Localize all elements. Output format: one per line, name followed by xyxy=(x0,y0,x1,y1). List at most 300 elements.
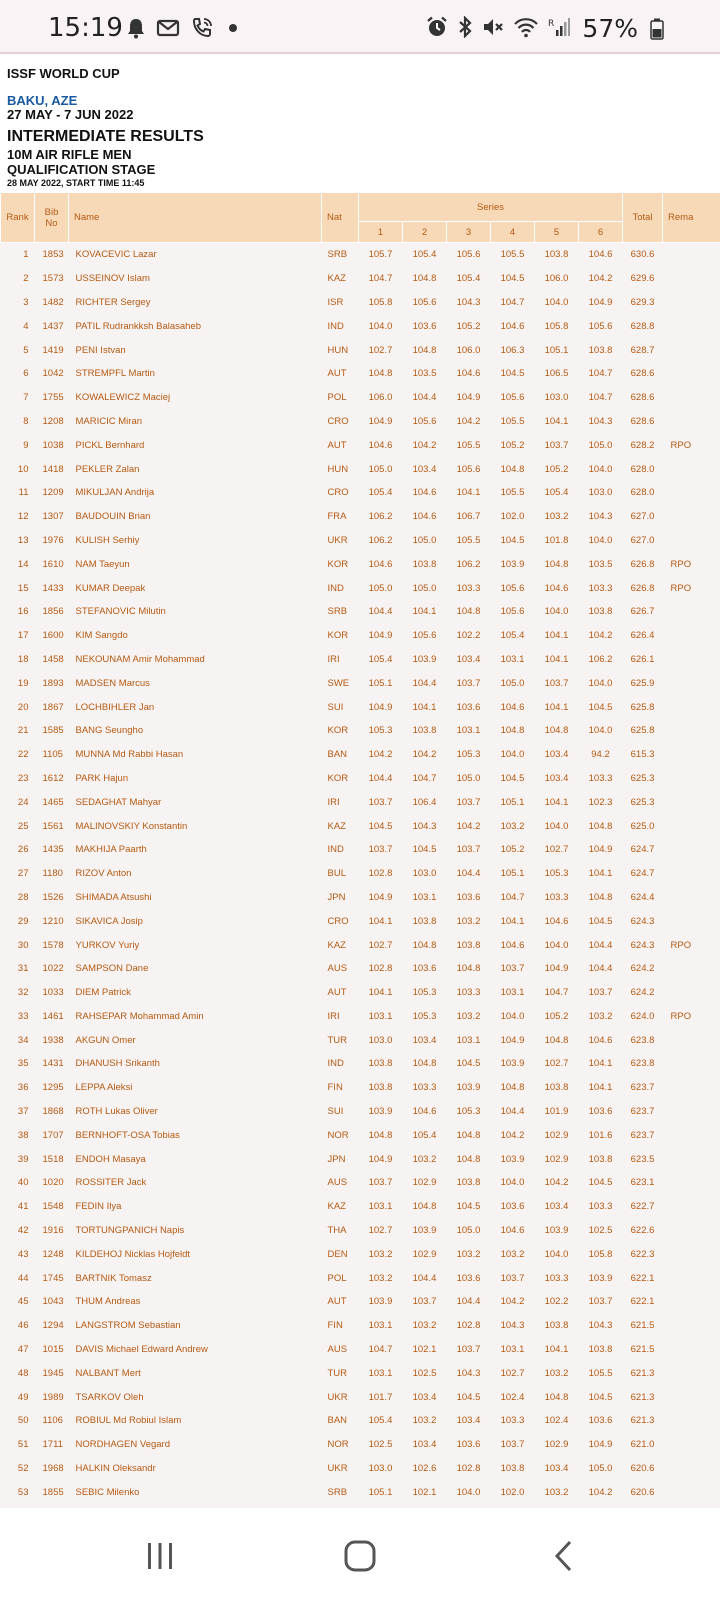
battery-percentage: 57% xyxy=(582,14,638,43)
col-header-bib: Bib No xyxy=(35,193,69,243)
series-4-cell: 105.6 xyxy=(500,392,525,404)
series-1-cell: 106.0 xyxy=(368,392,393,404)
bib-cell: 1755 xyxy=(42,392,64,404)
bib-cell: 1180 xyxy=(42,868,63,880)
table-row xyxy=(1,576,720,600)
series-1-cell: 103.9 xyxy=(368,1296,393,1308)
series-1-cell: 104.5 xyxy=(368,820,393,832)
table-row xyxy=(1,314,720,338)
series-2-cell: 103.8 xyxy=(412,558,437,570)
table-row xyxy=(1,1409,720,1433)
total-cell: 621.0 xyxy=(630,1439,655,1451)
rank-cell: 39 xyxy=(17,1153,29,1165)
bib-cell: 1561 xyxy=(42,820,64,832)
name-cell: NORDHAGEN Vegard xyxy=(75,1439,171,1451)
remarks-cell xyxy=(663,1338,720,1362)
name-cell: DIEM Patrick xyxy=(75,987,131,999)
series-1-cell: 102.7 xyxy=(368,1225,393,1237)
series-5-cell: 103.3 xyxy=(544,891,569,903)
series-6-cell: 103.8 xyxy=(588,1153,613,1165)
remarks-cell xyxy=(663,1385,720,1409)
bib-cell: 1033 xyxy=(42,987,64,999)
nat-cell: BAN xyxy=(327,749,348,761)
series-5-cell: 105.2 xyxy=(544,463,569,475)
table-row xyxy=(1,267,720,291)
total-cell: 626.8 xyxy=(630,582,655,594)
total-cell: 624.0 xyxy=(630,1010,655,1022)
table-row xyxy=(1,671,720,695)
table-row xyxy=(1,624,720,648)
bell-icon xyxy=(126,17,146,39)
rank-cell: 4 xyxy=(23,320,29,332)
total-cell: 621.3 xyxy=(630,1367,655,1379)
total-cell: 615.3 xyxy=(630,749,655,761)
name-cell: ROSSITER Jack xyxy=(75,1177,147,1189)
series-3-cell: 104.8 xyxy=(456,1129,481,1141)
series-6-cell: 105.8 xyxy=(588,1248,613,1260)
series-5-cell: 104.1 xyxy=(544,653,569,665)
results-table xyxy=(0,192,720,1504)
bib-cell: 1042 xyxy=(42,368,64,380)
series-3-cell: 103.1 xyxy=(456,725,481,737)
remarks-cell xyxy=(663,1100,720,1124)
series-6-cell: 104.3 xyxy=(588,415,613,427)
series-2-cell: 102.1 xyxy=(412,1344,437,1356)
series-3-cell: 103.4 xyxy=(456,653,481,665)
series-5-cell: 103.0 xyxy=(544,392,569,404)
nat-cell: SUI xyxy=(327,1106,344,1118)
series-3-cell: 103.6 xyxy=(456,1272,481,1284)
series-1-cell: 104.8 xyxy=(368,368,393,380)
series-2-cell: 104.1 xyxy=(412,606,437,618)
series-4-cell: 104.6 xyxy=(500,1225,525,1237)
series-3-cell: 103.7 xyxy=(456,844,481,856)
series-4-cell: 105.1 xyxy=(500,796,525,808)
series-5-cell: 105.1 xyxy=(544,344,569,356)
nat-cell: TUR xyxy=(327,1034,348,1046)
table-row xyxy=(1,695,720,719)
total-cell: 622.1 xyxy=(630,1296,655,1308)
table-row xyxy=(1,1338,720,1362)
rank-cell: 49 xyxy=(17,1391,29,1403)
series-4-cell: 104.1 xyxy=(500,915,525,927)
series-6-cell: 104.0 xyxy=(588,534,613,546)
bib-cell: 1867 xyxy=(42,701,64,713)
series-5-cell: 103.4 xyxy=(544,772,569,784)
nat-cell: IND xyxy=(327,1058,344,1070)
name-cell: SHIMADA Atsushi xyxy=(75,891,152,903)
series-2-cell: 106.4 xyxy=(412,796,437,808)
remarks-cell xyxy=(663,862,720,886)
series-4-cell: 103.7 xyxy=(500,963,525,975)
bib-cell: 1989 xyxy=(42,1391,64,1403)
total-cell: 625.3 xyxy=(630,796,655,808)
series-6-cell: 103.8 xyxy=(588,1344,613,1356)
series-3-cell: 104.5 xyxy=(456,1058,481,1070)
series-1-cell: 104.1 xyxy=(368,915,393,927)
series-1-cell: 104.8 xyxy=(368,1129,393,1141)
name-cell: MARICIC Miran xyxy=(75,415,143,427)
series-2-cell: 104.4 xyxy=(412,1272,437,1284)
table-row xyxy=(1,338,720,362)
table-row xyxy=(1,909,720,933)
series-3-cell: 104.0 xyxy=(456,1486,481,1498)
rank-cell: 43 xyxy=(17,1248,29,1260)
series-5-cell: 102.9 xyxy=(544,1439,569,1451)
series-6-cell: 105.5 xyxy=(588,1367,613,1379)
series-3-cell: 104.2 xyxy=(456,820,481,832)
series-6-cell: 104.5 xyxy=(588,701,613,713)
series-2-cell: 105.0 xyxy=(412,582,437,594)
series-4-cell: 104.2 xyxy=(500,1129,525,1141)
nat-cell: AUT xyxy=(327,987,347,999)
document-title: INTERMEDIATE RESULTS xyxy=(7,128,204,145)
name-cell: PARK Hajun xyxy=(75,772,129,784)
series-5-cell: 104.0 xyxy=(544,1248,569,1260)
series-1-cell: 103.1 xyxy=(368,1320,393,1332)
series-6-cell: 103.6 xyxy=(588,1106,613,1118)
nat-cell: BUL xyxy=(327,868,346,880)
bib-cell: 1853 xyxy=(42,249,64,261)
rank-cell: 13 xyxy=(17,534,29,546)
series-2-cell: 104.8 xyxy=(412,939,437,951)
total-cell: 627.0 xyxy=(630,534,655,546)
remarks-cell xyxy=(663,1147,720,1171)
total-cell: 627.0 xyxy=(630,511,655,523)
series-3-cell: 105.3 xyxy=(456,749,481,761)
series-5-cell: 104.8 xyxy=(544,558,569,570)
name-cell: KOWALEWICZ Maciej xyxy=(75,392,171,404)
table-row xyxy=(1,1290,720,1314)
series-6-cell: 104.9 xyxy=(588,844,613,856)
series-4-cell: 103.9 xyxy=(500,1058,525,1070)
rank-cell: 26 xyxy=(17,844,29,856)
total-cell: 628.6 xyxy=(630,392,655,404)
series-2-cell: 104.6 xyxy=(412,487,437,499)
series-5-cell: 103.9 xyxy=(544,1225,569,1237)
nat-cell: AUS xyxy=(327,1344,348,1356)
home-button[interactable] xyxy=(330,1528,390,1584)
remarks-cell xyxy=(663,1076,720,1100)
table-row xyxy=(1,481,720,505)
series-3-cell: 105.6 xyxy=(456,463,481,475)
rank-cell: 12 xyxy=(17,511,29,523)
series-1-cell: 104.9 xyxy=(368,891,393,903)
series-6-cell: 104.5 xyxy=(588,915,613,927)
remarks-cell: RPO xyxy=(670,558,692,570)
nat-cell: SUI xyxy=(327,701,344,713)
series-5-cell: 102.2 xyxy=(544,1296,569,1308)
nat-cell: TUR xyxy=(327,1367,348,1379)
table-row xyxy=(1,1028,720,1052)
start-datetime: 28 MAY 2022, START TIME 11:45 xyxy=(7,178,145,188)
series-5-cell: 104.1 xyxy=(544,630,569,642)
series-2-cell: 103.1 xyxy=(412,891,437,903)
total-cell: 624.7 xyxy=(630,868,655,880)
table-row xyxy=(1,862,720,886)
bib-cell: 1435 xyxy=(42,844,64,856)
event-location: BAKU, AZE xyxy=(7,93,78,108)
rank-cell: 6 xyxy=(23,368,29,380)
rank-cell: 17 xyxy=(17,630,29,642)
rank-cell: 42 xyxy=(17,1225,29,1237)
name-cell: DHANUSH Srikanth xyxy=(75,1058,160,1070)
recent-apps-button[interactable] xyxy=(130,1528,190,1584)
series-3-cell: 105.5 xyxy=(456,534,481,546)
series-4-cell: 103.1 xyxy=(500,987,525,999)
name-cell: MAKHIJA Paarth xyxy=(75,844,147,856)
series-4-cell: 104.7 xyxy=(500,891,525,903)
series-5-cell: 103.2 xyxy=(544,1367,569,1379)
bib-cell: 1868 xyxy=(42,1106,64,1118)
series-1-cell: 104.9 xyxy=(368,630,393,642)
series-6-cell: 104.7 xyxy=(588,392,613,404)
bib-cell: 1105 xyxy=(42,749,63,761)
name-cell: MIKULJAN Andrija xyxy=(75,487,155,499)
series-1-cell: 102.8 xyxy=(368,963,393,975)
nat-cell: AUT xyxy=(327,368,347,380)
table-row xyxy=(1,981,720,1005)
series-2-cell: 103.8 xyxy=(412,725,437,737)
series-3-cell: 104.1 xyxy=(456,487,481,499)
rank-cell: 18 xyxy=(17,653,29,665)
bib-cell: 1043 xyxy=(42,1296,64,1308)
bib-cell: 1578 xyxy=(42,939,64,951)
series-4-cell: 103.6 xyxy=(500,1201,525,1213)
name-cell: NALBANT Mert xyxy=(75,1367,141,1379)
series-3-cell: 103.7 xyxy=(456,1344,481,1356)
series-2-cell: 104.7 xyxy=(412,772,437,784)
series-3-cell: 103.2 xyxy=(456,1010,481,1022)
table-row xyxy=(1,1361,720,1385)
rank-cell: 29 xyxy=(17,915,29,927)
table-row xyxy=(1,1480,720,1504)
total-cell: 623.8 xyxy=(630,1034,655,1046)
table-row xyxy=(1,386,720,410)
total-cell: 626.7 xyxy=(630,606,655,618)
bib-cell: 1038 xyxy=(42,439,64,451)
table-row xyxy=(1,505,720,529)
remarks-cell xyxy=(663,957,720,981)
name-cell: LOCHBIHLER Jan xyxy=(75,701,155,713)
total-cell: 629.3 xyxy=(630,296,655,308)
remarks-cell xyxy=(663,624,720,648)
series-1-cell: 104.9 xyxy=(368,701,393,713)
series-4-cell: 102.7 xyxy=(500,1367,525,1379)
series-5-cell: 104.0 xyxy=(544,939,569,951)
series-3-cell: 103.1 xyxy=(456,1034,481,1046)
rank-cell: 53 xyxy=(17,1486,29,1498)
total-cell: 628.7 xyxy=(630,344,655,356)
nat-cell: THA xyxy=(327,1225,347,1237)
remarks-cell xyxy=(663,1052,720,1076)
name-cell: SEDAGHAT Mahyar xyxy=(75,796,162,808)
series-3-cell: 104.4 xyxy=(456,1296,481,1308)
name-cell: TSARKOV Oleh xyxy=(75,1391,144,1403)
event-dates: 27 MAY - 7 JUN 2022 xyxy=(7,107,134,122)
series-5-cell: 104.8 xyxy=(544,1034,569,1046)
total-cell: 628.2 xyxy=(630,439,655,451)
remarks-cell xyxy=(663,790,720,814)
series-6-cell: 104.2 xyxy=(588,630,613,642)
rank-cell: 30 xyxy=(17,939,29,951)
col-header-remarks: Rema xyxy=(663,193,720,243)
bib-cell: 1600 xyxy=(42,630,64,642)
series-1-cell: 104.9 xyxy=(368,415,393,427)
total-cell: 628.0 xyxy=(630,463,655,475)
table-row xyxy=(1,1052,720,1076)
remarks-cell xyxy=(663,838,720,862)
series-1-cell: 103.0 xyxy=(368,1463,393,1475)
remarks-cell xyxy=(663,1290,720,1314)
series-6-cell: 104.3 xyxy=(588,511,613,523)
name-cell: NEKOUNAM Amir Mohammad xyxy=(75,653,205,665)
series-1-cell: 105.4 xyxy=(368,1415,393,1427)
nat-cell: IND xyxy=(327,844,344,856)
series-2-cell: 105.4 xyxy=(412,249,437,261)
wifi-call-icon xyxy=(190,16,214,40)
series-5-cell: 103.8 xyxy=(544,1320,569,1332)
nat-cell: DEN xyxy=(327,1248,348,1260)
series-2-cell: 103.4 xyxy=(412,1439,437,1451)
nat-cell: NOR xyxy=(327,1439,349,1451)
series-5-cell: 105.2 xyxy=(544,1010,569,1022)
remarks-cell xyxy=(663,1409,720,1433)
wifi-icon xyxy=(513,16,539,38)
series-1-cell: 103.0 xyxy=(368,1034,393,1046)
nat-cell: UKR xyxy=(327,1463,348,1475)
remarks-cell xyxy=(663,291,720,315)
name-cell: USSEINOV Islam xyxy=(75,273,150,285)
series-6-cell: 103.3 xyxy=(588,582,613,594)
col-header-series-5: 5 xyxy=(535,222,579,243)
col-header-series-4: 4 xyxy=(491,222,535,243)
series-2-cell: 105.6 xyxy=(412,296,437,308)
bib-cell: 1015 xyxy=(42,1344,64,1356)
series-2-cell: 103.0 xyxy=(412,868,437,880)
series-1-cell: 105.4 xyxy=(368,653,393,665)
nat-cell: IRI xyxy=(327,653,340,665)
table-row xyxy=(1,743,720,767)
remarks-cell xyxy=(663,1361,720,1385)
series-6-cell: 102.3 xyxy=(588,796,613,808)
total-cell: 624.3 xyxy=(630,915,655,927)
series-1-cell: 102.5 xyxy=(368,1439,393,1451)
remarks-cell: RPO xyxy=(670,439,692,451)
series-3-cell: 105.5 xyxy=(456,439,481,451)
series-2-cell: 105.3 xyxy=(412,987,437,999)
series-2-cell: 104.2 xyxy=(412,439,437,451)
series-1-cell: 104.0 xyxy=(368,320,393,332)
remarks-cell: RPO xyxy=(670,582,692,594)
remarks-cell xyxy=(663,719,720,743)
series-1-cell: 103.2 xyxy=(368,1248,393,1260)
series-3-cell: 104.4 xyxy=(456,868,481,880)
series-4-cell: 103.9 xyxy=(500,1153,525,1165)
table-row xyxy=(1,790,720,814)
name-cell: PEKLER Zalan xyxy=(75,463,140,475)
bluetooth-icon xyxy=(457,16,473,38)
nat-cell: KAZ xyxy=(327,273,346,285)
series-1-cell: 105.1 xyxy=(368,677,393,689)
series-2-cell: 104.2 xyxy=(412,749,437,761)
series-2-cell: 103.5 xyxy=(412,368,437,380)
alarm-icon xyxy=(426,16,448,38)
series-6-cell: 104.0 xyxy=(588,677,613,689)
results-table-area[interactable] xyxy=(0,192,720,1508)
series-2-cell: 103.2 xyxy=(412,1153,437,1165)
table-row xyxy=(1,1433,720,1457)
series-5-cell: 104.8 xyxy=(544,1391,569,1403)
rank-cell: 19 xyxy=(17,677,29,689)
series-1-cell: 104.1 xyxy=(368,987,393,999)
results-header xyxy=(0,54,720,192)
series-5-cell: 104.7 xyxy=(544,987,569,999)
series-5-cell: 106.5 xyxy=(544,368,569,380)
bib-cell: 1465 xyxy=(42,796,64,808)
series-3-cell: 102.2 xyxy=(456,630,481,642)
series-6-cell: 104.5 xyxy=(588,1391,613,1403)
status-bar xyxy=(0,0,720,60)
series-6-cell: 103.3 xyxy=(588,772,613,784)
series-6-cell: 104.7 xyxy=(588,368,613,380)
series-1-cell: 104.9 xyxy=(368,1153,393,1165)
series-2-cell: 104.4 xyxy=(412,392,437,404)
bib-cell: 1106 xyxy=(42,1415,63,1427)
name-cell: SIKAVICA Josip xyxy=(75,915,143,927)
bib-cell: 1433 xyxy=(42,582,64,594)
series-3-cell: 105.6 xyxy=(456,249,481,261)
series-5-cell: 103.8 xyxy=(544,1082,569,1094)
series-5-cell: 104.0 xyxy=(544,820,569,832)
series-4-cell: 104.5 xyxy=(500,368,525,380)
series-3-cell: 104.5 xyxy=(456,1201,481,1213)
rank-cell: 31 xyxy=(17,963,29,975)
back-button[interactable] xyxy=(534,1528,594,1584)
name-cell: NAM Taeyun xyxy=(75,558,130,570)
table-row xyxy=(1,886,720,910)
series-2-cell: 104.8 xyxy=(412,273,437,285)
series-5-cell: 101.9 xyxy=(544,1106,569,1118)
bib-cell: 1612 xyxy=(42,772,64,784)
dot-icon xyxy=(224,21,238,35)
series-1-cell: 102.8 xyxy=(368,868,393,880)
total-cell: 622.6 xyxy=(630,1225,655,1237)
series-5-cell: 103.2 xyxy=(544,1486,569,1498)
table-row xyxy=(1,1123,720,1147)
nat-cell: NOR xyxy=(327,1129,349,1141)
bib-cell: 1461 xyxy=(42,1010,64,1022)
rank-cell: 51 xyxy=(17,1439,29,1451)
series-2-cell: 104.3 xyxy=(412,820,437,832)
series-4-cell: 104.6 xyxy=(500,701,525,713)
series-4-cell: 104.0 xyxy=(500,1010,525,1022)
series-6-cell: 104.9 xyxy=(588,1439,613,1451)
remarks-cell xyxy=(663,267,720,291)
total-cell: 625.0 xyxy=(630,820,655,832)
name-cell: YURKOV Yuriy xyxy=(75,939,140,951)
series-5-cell: 101.8 xyxy=(544,534,569,546)
remarks-cell xyxy=(663,600,720,624)
series-6-cell: 103.2 xyxy=(588,1010,613,1022)
rank-cell: 48 xyxy=(17,1367,29,1379)
series-3-cell: 103.3 xyxy=(456,987,481,999)
rank-cell: 50 xyxy=(17,1415,29,1427)
total-cell: 625.8 xyxy=(630,725,655,737)
series-3-cell: 102.8 xyxy=(456,1463,481,1475)
total-cell: 622.1 xyxy=(630,1272,655,1284)
series-4-cell: 105.5 xyxy=(500,415,525,427)
